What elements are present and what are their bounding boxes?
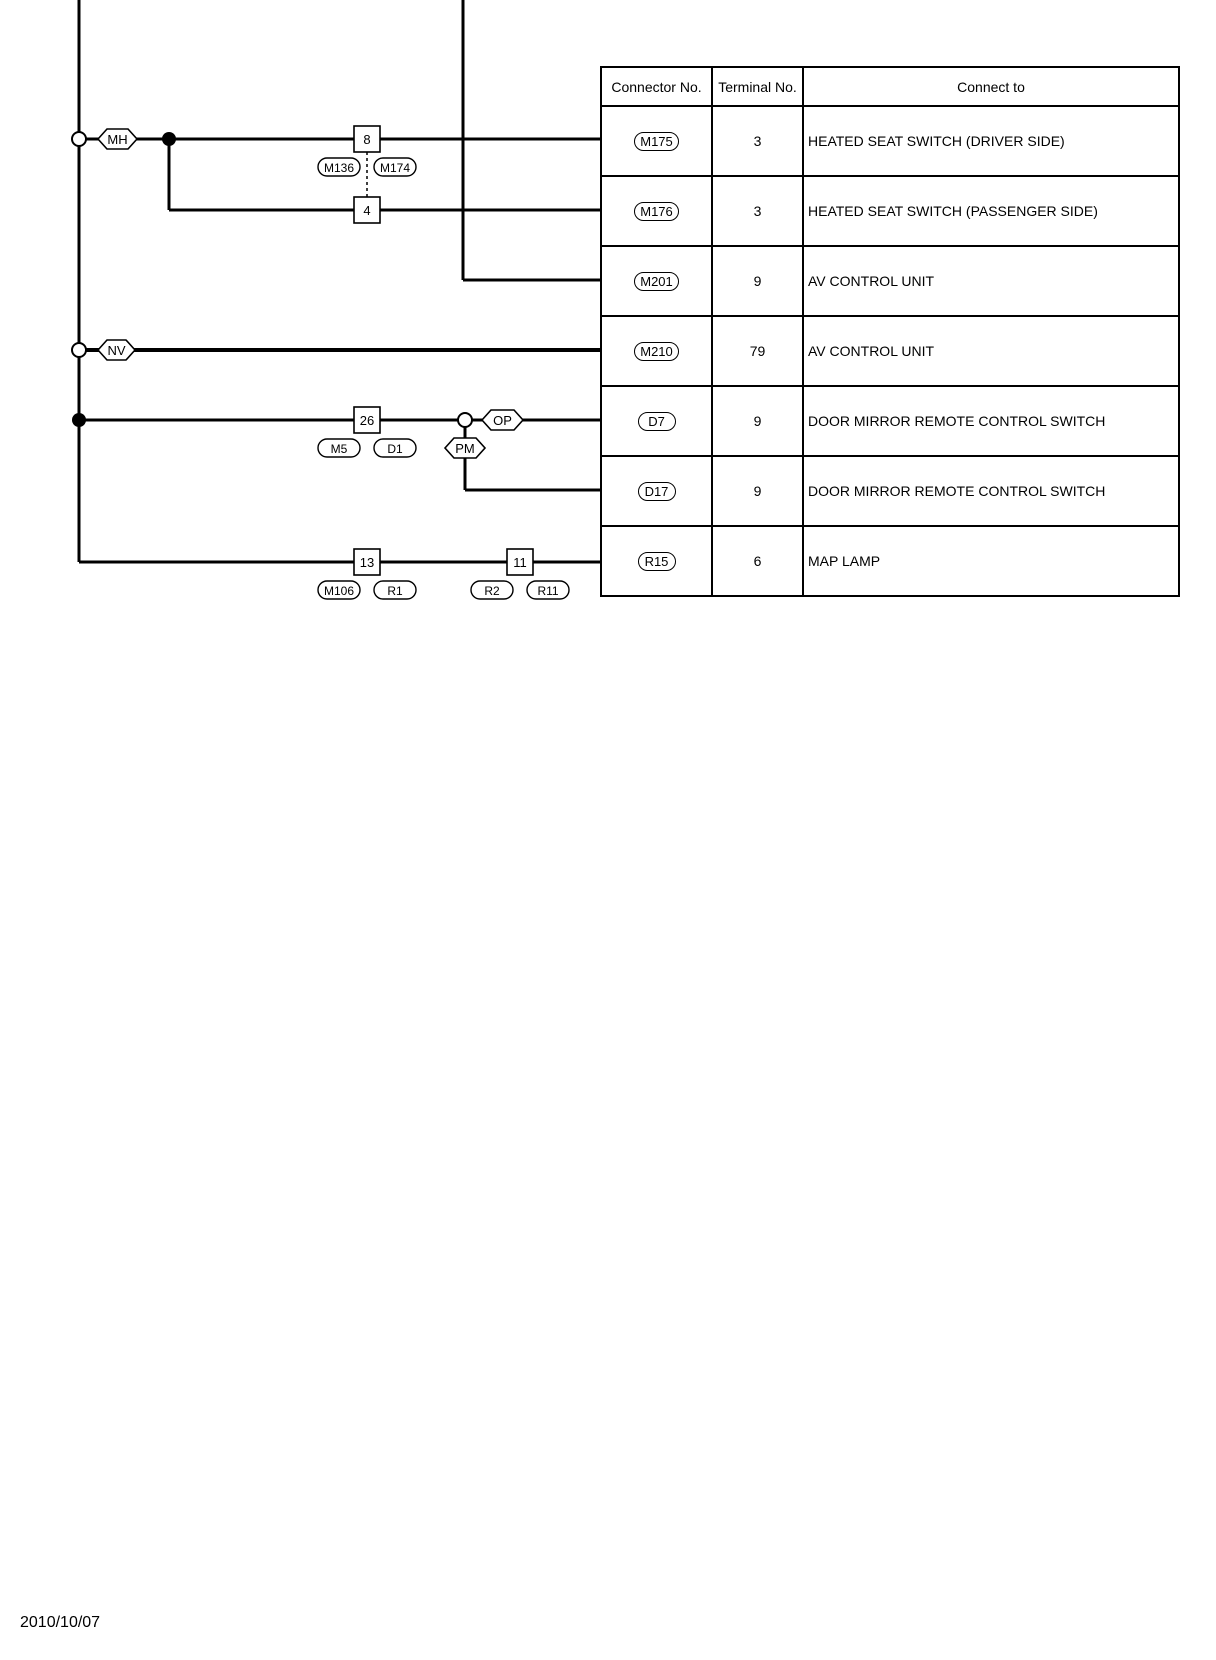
connector-r1-label: R1: [387, 584, 403, 598]
table-row: [601, 526, 1179, 596]
wire-tag-pm-text: PM: [455, 441, 475, 456]
cell-connector: [601, 246, 712, 316]
footer-date: 2010/10/07: [20, 1614, 101, 1631]
connector-pill: D7: [638, 412, 676, 431]
table-row: [601, 176, 1179, 246]
cell-connect-to: AV CONTROL UNIT: [803, 246, 1179, 316]
connector-pill-m174: [374, 158, 416, 176]
connector-pill: M201: [634, 272, 679, 291]
connector-d1-label: D1: [387, 442, 403, 456]
connector-pill: R15: [638, 552, 676, 571]
cell-connect-to: DOOR MIRROR REMOTE CONTROL SWITCH: [803, 456, 1179, 526]
table-row: [601, 106, 1179, 176]
connector-pill-d1: [374, 439, 416, 457]
cell-connector: [601, 456, 712, 526]
cell-connector: [601, 386, 712, 456]
cell-connector: [601, 106, 712, 176]
cell-connect-to: AV CONTROL UNIT: [803, 316, 1179, 386]
connector-m136-label: M136: [323, 161, 355, 175]
connector-m106-label: M106: [323, 584, 355, 598]
cell-connector: [601, 316, 712, 386]
cell-terminal: 79: [712, 316, 803, 386]
splice-13-label: 13: [359, 555, 375, 570]
cell-connector: [601, 526, 712, 596]
table-row: [601, 456, 1179, 526]
header-connector-no: Connector No.: [601, 67, 712, 106]
cell-terminal: 6: [712, 526, 803, 596]
splice-26-label: 26: [359, 413, 375, 428]
table-row: [601, 246, 1179, 316]
connector-r11-label: R11: [537, 584, 559, 598]
connector-table: [600, 66, 1180, 597]
connector-pill-m136: [318, 158, 360, 176]
splice-box-11: [507, 549, 533, 575]
cell-connect-to: HEATED SEAT SWITCH (PASSENGER SIDE): [803, 176, 1179, 246]
connector-pill-r2: [471, 581, 513, 599]
wire-tag-op: [482, 410, 523, 430]
table-row: [601, 316, 1179, 386]
cell-terminal: 9: [712, 386, 803, 456]
cell-terminal: 3: [712, 106, 803, 176]
cell-terminal: 9: [712, 246, 803, 316]
connector-pill-r11: [527, 581, 569, 599]
open-junction-nv: [72, 343, 86, 357]
header-terminal-no: Terminal No.: [712, 67, 803, 106]
connector-pill-r1: [374, 581, 416, 599]
wire-tag-nv: [98, 340, 135, 360]
splice-box-13: [354, 549, 380, 575]
open-junction-op: [458, 413, 472, 427]
cell-connect-to: MAP LAMP: [803, 526, 1179, 596]
connector-r2-label: R2: [484, 584, 500, 598]
table-header-row: [601, 67, 1179, 106]
wire-tag-mh-text: MH: [107, 132, 128, 147]
cell-terminal: 9: [712, 456, 803, 526]
cell-terminal: 3: [712, 176, 803, 246]
table-row: [601, 386, 1179, 456]
solid-junction-op: [72, 413, 86, 427]
cell-connect-to: DOOR MIRROR REMOTE CONTROL SWITCH: [803, 386, 1179, 456]
connector-pill: M175: [634, 132, 679, 151]
header-connect-to: Connect to: [803, 67, 1179, 106]
connector-m5-label: M5: [330, 442, 348, 456]
splice-box-8: [354, 126, 380, 152]
connector-pill: D17: [638, 482, 676, 501]
connector-pill-m5: [318, 439, 360, 457]
connector-pill: M176: [634, 202, 679, 221]
wiring-diagram: [0, 0, 600, 620]
wire-tag-mh: [98, 129, 137, 149]
wire-tag-op-text: OP: [493, 413, 512, 428]
cell-connect-to: HEATED SEAT SWITCH (DRIVER SIDE): [803, 106, 1179, 176]
splice-8-label: 8: [363, 132, 371, 147]
connector-pill: M210: [634, 342, 679, 361]
splice-box-4: [354, 197, 380, 223]
cell-connector: [601, 176, 712, 246]
connector-pill-m106: [318, 581, 360, 599]
splice-4-label: 4: [363, 203, 371, 218]
wire-tag-pm: [445, 438, 485, 458]
connector-m174-label: M174: [379, 161, 411, 175]
wire-tag-nv-text: NV: [107, 343, 126, 358]
open-junction-mh: [72, 132, 86, 146]
splice-11-label: 11: [513, 555, 527, 570]
splice-box-26: [354, 407, 380, 433]
solid-junction-mh: [162, 132, 176, 146]
